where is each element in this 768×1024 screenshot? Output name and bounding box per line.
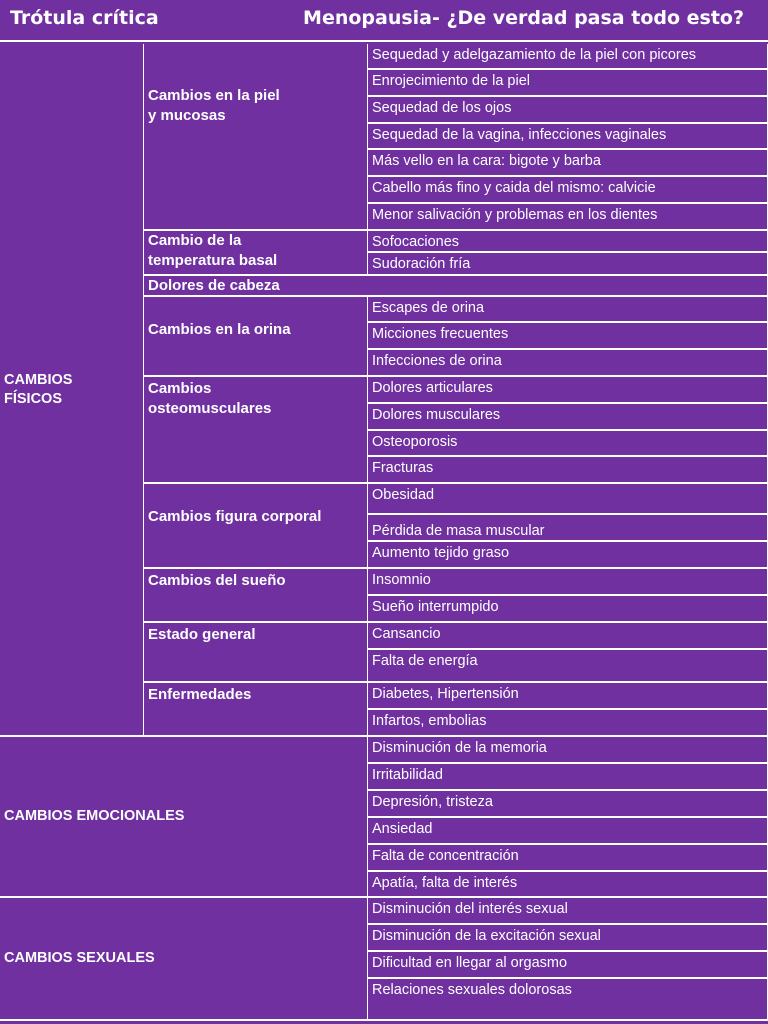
category-label: CAMBIOS SEXUALES xyxy=(4,950,155,966)
symptom-item xyxy=(368,377,768,404)
symptom-item xyxy=(368,925,768,952)
subcategory-cell xyxy=(144,231,368,276)
symptom-item xyxy=(368,872,768,898)
subcategory-label: Cambios figura corporal xyxy=(148,508,322,525)
symptom-item xyxy=(368,484,768,515)
category-label: CAMBIOS EMOCIONALES xyxy=(4,808,185,824)
symptom-label: Sofocaciones xyxy=(372,234,460,250)
page-header xyxy=(0,0,768,42)
subcategory-label: Cambios del sueño xyxy=(148,572,286,589)
symptom-item xyxy=(368,818,768,845)
symptom-label: Aumento tejido graso xyxy=(372,545,510,561)
symptom-label: Cansancio xyxy=(372,626,441,642)
symptom-label: Menor salivación y problemas en los dientes xyxy=(372,207,658,223)
symptom-item xyxy=(368,70,768,97)
category-label: FÍSICOS xyxy=(4,390,63,407)
category-label: CAMBIOS xyxy=(4,371,73,388)
symptom-label: Depresión, tristeza xyxy=(372,794,493,810)
symptom-item xyxy=(368,683,768,710)
symptom-label: Apatía, falta de interés xyxy=(372,875,518,891)
symptom-item xyxy=(368,710,768,737)
symptom-item xyxy=(368,297,768,323)
subcategory-label: temperatura basal xyxy=(148,252,278,269)
symptom-label: Insomnio xyxy=(372,572,431,588)
symptom-item xyxy=(368,979,768,1021)
symptom-label: Relaciones sexuales dolorosas xyxy=(372,982,572,998)
symptom-label: Irritabilidad xyxy=(372,767,443,783)
symptom-item xyxy=(368,44,768,70)
subcategory-cell xyxy=(144,623,368,683)
subcategory-cell xyxy=(144,276,768,297)
subcategory-label: Dolores de cabeza xyxy=(148,277,280,294)
subcategory-cell xyxy=(144,683,368,737)
subcategory-cell xyxy=(144,297,368,377)
symptom-item xyxy=(368,323,768,350)
symptom-label: Infartos, embolias xyxy=(372,713,487,729)
symptom-label: Osteoporosis xyxy=(372,434,458,450)
symptom-item xyxy=(368,737,768,764)
symptom-label: Micciones frecuentes xyxy=(372,326,509,342)
subcategory-cell xyxy=(144,377,368,484)
symptom-label: Sequedad de los ojos xyxy=(372,100,512,116)
brand-title: Trótula crítica xyxy=(10,7,159,29)
symptom-label: Cabello más fino y caida del mismo: calvicie xyxy=(372,180,656,196)
symptom-label: Infecciones de orina xyxy=(372,353,502,369)
symptom-label: Más vello en la cara: bigote y barba xyxy=(372,153,601,169)
symptom-item xyxy=(368,650,768,683)
symptom-item xyxy=(368,350,768,377)
symptom-label: Enrojecimiento de la piel xyxy=(372,73,530,89)
symptom-label: Sueño interrumpido xyxy=(372,599,499,615)
symptom-item xyxy=(368,150,768,177)
subcategory-label: Estado general xyxy=(148,626,256,643)
symptom-item xyxy=(368,952,768,979)
symptom-label: Falta de concentración xyxy=(372,848,519,864)
symptom-label: Dolores musculares xyxy=(372,407,501,423)
symptom-item xyxy=(368,457,768,484)
symptom-item xyxy=(368,515,768,542)
symptom-item xyxy=(368,253,768,276)
symptom-item xyxy=(368,177,768,204)
subcategory-label: Cambio de la xyxy=(148,232,242,249)
subcategory-label: osteomusculares xyxy=(148,400,272,417)
category-cell xyxy=(0,898,368,1021)
symptom-item xyxy=(368,764,768,791)
symptom-item xyxy=(368,231,768,253)
subcategory-cell xyxy=(144,44,368,231)
subcategory-label: Enfermedades xyxy=(148,686,252,703)
symptom-item xyxy=(368,791,768,818)
category-cell xyxy=(0,737,368,898)
symptom-label: Pérdida de masa muscular xyxy=(372,523,545,539)
symptom-label: Diabetes, Hipertensión xyxy=(372,686,519,702)
symptom-label: Falta de energía xyxy=(372,653,478,669)
symptom-label: Sequedad de la vagina, infecciones vaginales xyxy=(372,127,667,143)
symptom-item xyxy=(368,596,768,623)
symptom-label: Fracturas xyxy=(372,460,434,476)
symptom-item xyxy=(368,623,768,650)
symptom-item xyxy=(368,404,768,431)
subcategory-label: y mucosas xyxy=(148,107,226,124)
symptom-item xyxy=(368,542,768,569)
symptom-item xyxy=(368,204,768,231)
symptom-label: Sequedad y adelgazamiento de la piel con picores xyxy=(372,47,697,63)
symptom-item xyxy=(368,431,768,457)
symptom-item xyxy=(368,569,768,596)
symptom-label: Disminución de la memoria xyxy=(372,740,547,756)
subcategory-cell xyxy=(144,484,368,569)
page-title: Menopausia- ¿De verdad pasa todo esto? xyxy=(303,7,744,29)
symptom-item xyxy=(368,845,768,872)
subcategory-label: Cambios en la orina xyxy=(148,321,291,338)
category-cell xyxy=(0,44,144,737)
symptom-item xyxy=(368,124,768,150)
symptom-label: Disminución de la excitación sexual xyxy=(372,928,601,944)
subcategory-cell xyxy=(144,569,368,623)
symptom-label: Disminución del interés sexual xyxy=(372,901,568,917)
subcategory-label: Cambios xyxy=(148,380,212,397)
symptom-label: Dolores articulares xyxy=(372,380,493,396)
symptom-item xyxy=(368,97,768,124)
subcategory-label: Cambios en la piel xyxy=(148,87,280,104)
symptom-label: Sudoración fría xyxy=(372,256,471,272)
symptom-label: Escapes de orina xyxy=(372,300,485,316)
symptom-label: Ansiedad xyxy=(372,821,433,837)
symptom-label: Obesidad xyxy=(372,487,435,503)
symptom-item xyxy=(368,898,768,925)
symptom-label: Dificultad en llegar al orgasmo xyxy=(372,955,568,971)
